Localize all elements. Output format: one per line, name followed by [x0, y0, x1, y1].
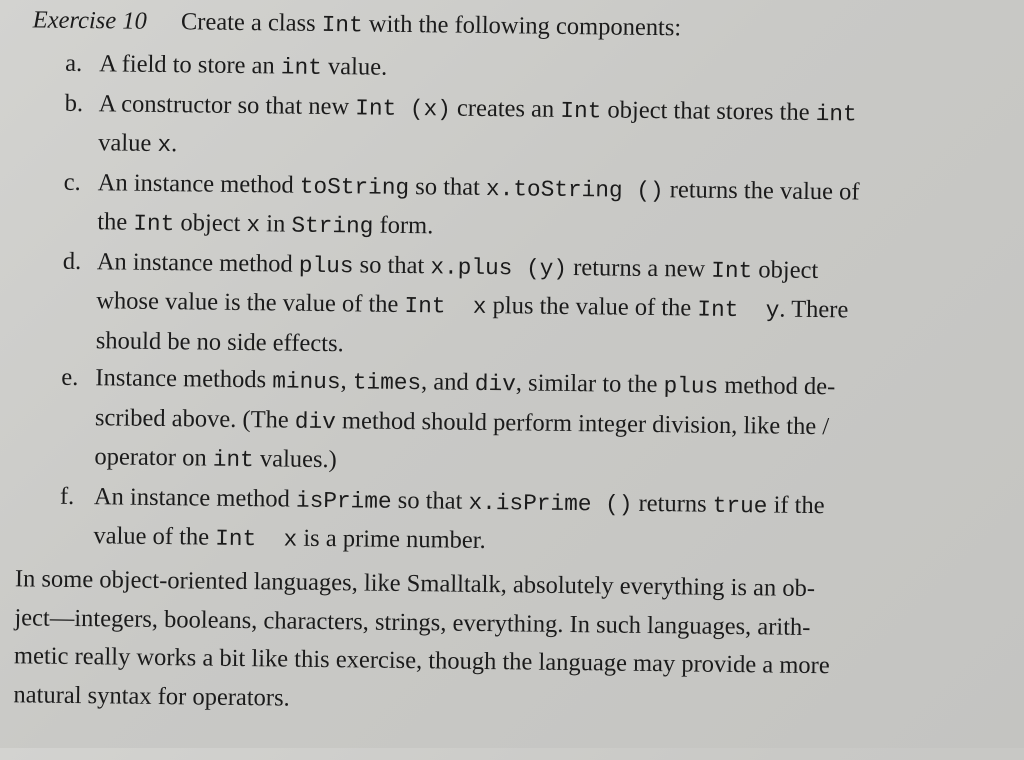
- text-fragment: is a prime number.: [297, 524, 486, 554]
- code-fragment: Int (x): [355, 94, 452, 123]
- code-fragment: int: [815, 100, 857, 127]
- item-marker: a.: [65, 49, 83, 78]
- exercise-intro-1: Create a class: [180, 8, 322, 37]
- exercise-item: [63, 163, 984, 253]
- code-fragment: Int: [560, 97, 602, 124]
- text-fragment: so that: [353, 250, 431, 279]
- text-fragment: A field to store an: [99, 50, 282, 80]
- code-fragment: isPrime: [295, 487, 392, 515]
- paragraph-line: natural syntax for operators.: [13, 680, 290, 712]
- text-fragment: if the: [767, 490, 825, 519]
- code-fragment: int: [212, 446, 254, 474]
- paragraph-line: In some object-oriented languages, like Smalltalk, absolutely everything is an ob-: [14, 565, 816, 602]
- text-fragment: An instance method: [93, 482, 297, 513]
- text-fragment: An instance method: [97, 168, 301, 199]
- exercise-label: Exercise 10: [32, 6, 147, 35]
- code-fragment: plus: [663, 373, 719, 400]
- code-fragment: toString: [299, 173, 410, 201]
- code-fragment: Int x: [404, 292, 487, 320]
- text-fragment: should be no side effects.: [95, 326, 344, 357]
- text-fragment: object that stores the: [601, 95, 816, 126]
- exercise-item: [59, 477, 980, 567]
- text-fragment: so that: [391, 486, 469, 515]
- exercise-intro-code: Int: [321, 11, 363, 39]
- text-fragment: scribed above. (The: [94, 403, 296, 434]
- paragraph-line: ject—integers, booleans, characters, strings, everything. In such languages, arith-: [14, 603, 811, 641]
- item-marker: e.: [61, 363, 79, 391]
- code-fragment: Int: [133, 210, 175, 238]
- text-fragment: Instance methods: [95, 364, 273, 394]
- code-fragment: div: [474, 370, 517, 398]
- text-fragment: the: [97, 208, 134, 236]
- code-fragment: Int: [711, 257, 753, 284]
- item-marker: c.: [63, 168, 81, 196]
- code-fragment: Int x: [215, 525, 298, 553]
- text-fragment: A constructor so that new: [98, 89, 356, 120]
- code-fragment: minus: [272, 368, 341, 396]
- code-fragment: true: [712, 492, 768, 519]
- text-fragment: plus the value of the: [486, 291, 698, 322]
- text-fragment: ,: [340, 367, 354, 395]
- exercise-item: [64, 84, 985, 174]
- exercise-item: [60, 359, 981, 489]
- code-fragment: plus: [298, 252, 354, 279]
- text-fragment: returns the value of: [663, 175, 860, 206]
- exercise-item: [62, 242, 983, 370]
- paragraph-line: metic really works a bit like this exercise, though the language may provide a more: [13, 642, 830, 680]
- text-fragment: whose value is the value of the: [96, 287, 405, 318]
- text-fragment: creates an: [450, 94, 561, 123]
- text-fragment: operator on: [94, 443, 213, 472]
- text-fragment: returns a new: [566, 253, 712, 283]
- text-fragment: value.: [321, 52, 388, 81]
- text-fragment: .: [170, 130, 178, 158]
- text-fragment: form.: [373, 211, 434, 240]
- exercise-item-list: [59, 45, 985, 568]
- text-fragment: in: [259, 210, 292, 238]
- code-fragment: x.isPrime (): [468, 489, 633, 518]
- text-fragment: method should perform integer division, like the /: [335, 406, 830, 440]
- text-fragment: , similar to the: [515, 369, 664, 399]
- item-marker: b.: [64, 89, 84, 117]
- code-fragment: times: [352, 369, 422, 397]
- item-marker: d.: [62, 247, 82, 275]
- code-fragment: int: [280, 54, 323, 81]
- text-fragment: values.): [253, 445, 337, 474]
- exercise-heading: [33, 6, 682, 42]
- code-fragment: x: [246, 212, 261, 239]
- code-fragment: String: [291, 212, 374, 240]
- text-fragment: so that: [408, 172, 487, 201]
- text-fragment: , and: [420, 368, 476, 396]
- text-fragment: An instance method: [96, 247, 300, 278]
- exercise-intro-2: with the following components:: [362, 10, 682, 42]
- code-fragment: x.plus (y): [430, 253, 568, 282]
- text-fragment: value of the: [93, 522, 216, 551]
- code-fragment: x: [157, 131, 172, 159]
- code-fragment: div: [294, 408, 337, 435]
- text-fragment: method de-: [718, 371, 836, 401]
- text-fragment: object: [174, 209, 247, 238]
- text-fragment: returns: [632, 489, 713, 518]
- text-fragment: value: [98, 129, 158, 157]
- code-fragment: x.toString (): [485, 175, 664, 204]
- text-fragment: . There: [779, 295, 849, 324]
- closing-paragraph: [13, 560, 985, 726]
- code-fragment: Int y: [697, 296, 780, 324]
- text-fragment: object: [752, 255, 819, 284]
- item-marker: f.: [59, 482, 75, 510]
